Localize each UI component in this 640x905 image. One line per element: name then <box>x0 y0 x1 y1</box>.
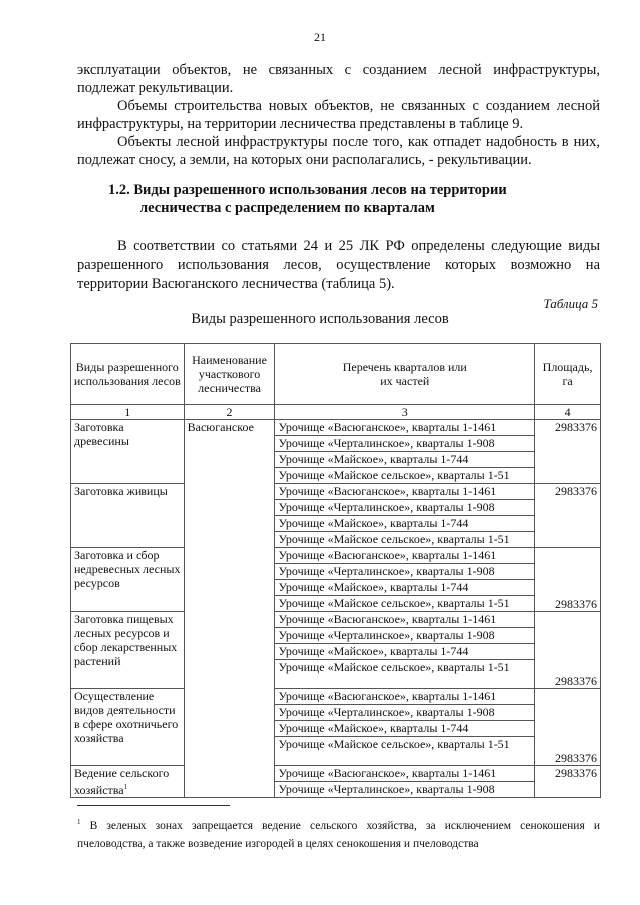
area-cell: 2983376 <box>535 766 601 798</box>
forestry-cell: Васюганское <box>184 420 275 798</box>
column-header: Площадь, га <box>535 344 601 405</box>
quarter-list-item: Урочище «Черталинское», кварталы 1-908 <box>275 436 535 452</box>
use-type-cell <box>71 484 185 548</box>
quarter-list-item: Урочище «Майское», кварталы 1-744 <box>275 644 535 660</box>
quarter-list-item: Урочище «Майское», кварталы 1-744 <box>275 452 535 468</box>
table-row <box>71 420 601 436</box>
heading-line: лесничества с распределением по кварталам <box>140 200 435 216</box>
table-row <box>71 484 601 500</box>
footnote-text: В зеленых зонах запрещается ведение сельского хозяйства, за исключением сенокошения и пчеловодства, а также возведение изгородей в целях сенокошения и пчеловодства <box>77 819 600 850</box>
footnote-mark: 1 <box>123 783 128 791</box>
use-type-cell <box>71 548 185 612</box>
use-type: Заготовка пищевых лесных ресурсов и сбор лекарственных растений <box>74 612 178 668</box>
forest-use-table <box>70 343 601 798</box>
column-number: 1 <box>71 405 185 420</box>
column-header: Виды разрешенного использования лесов <box>71 344 185 405</box>
quarter-list-item: Урочище «Майское сельское», кварталы 1-51 <box>275 596 535 612</box>
paragraph: эксплуатации объектов, не связанных с созданием лесной инфраструктуры, подлежат рекультивации. <box>77 62 600 96</box>
quarter-list-item: Урочище «Майское», кварталы 1-744 <box>275 516 535 532</box>
table-row <box>71 548 601 564</box>
paragraph: В соответствии со статьями 24 и 25 ЛК РФ определены следующие виды разрешенного использования лесов, осуществление которых возможно на территории Васюганского лесничества (таблица 5). <box>77 238 600 292</box>
use-type-cell <box>71 612 185 689</box>
quarter-list-item: Урочище «Майское сельское», кварталы 1-51 <box>275 737 535 766</box>
use-type-cell <box>71 766 185 798</box>
table-title: Виды разрешенного использования лесов <box>191 311 449 327</box>
use-type: Осуществление видов деятельности в сфере охотничьего хозяйства <box>74 689 179 745</box>
area-cell: 2983376 <box>535 689 601 766</box>
column-header: Перечень кварталов или их частей <box>275 344 535 405</box>
quarter-list-item: Урочище «Васюганское», кварталы 1-1461 <box>275 612 535 628</box>
use-type-cell <box>71 420 185 484</box>
table-row <box>71 689 601 705</box>
area-cell: 2983376 <box>535 484 601 548</box>
quarter-list-item: Урочище «Черталинское», кварталы 1-908 <box>275 564 535 580</box>
use-type-cell <box>71 689 185 766</box>
footnote <box>77 813 600 853</box>
quarter-list-item: Урочище «Васюганское», кварталы 1-1461 <box>275 689 535 705</box>
table-label: Таблица 5 <box>543 296 598 311</box>
use-type: Заготовка и сбор недревесных лесных ресурсов <box>74 548 181 590</box>
column-number: 3 <box>275 405 535 420</box>
quarter-list-item: Урочище «Васюганское», кварталы 1-1461 <box>275 484 535 500</box>
quarter-list-item: Урочище «Майское сельское», кварталы 1-51 <box>275 660 535 689</box>
table-row <box>71 612 601 628</box>
quarter-list-item: Урочище «Черталинское», кварталы 1-908 <box>275 705 535 721</box>
quarter-list-item: Урочище «Майское сельское», кварталы 1-51 <box>275 532 535 548</box>
area-cell: 2983376 <box>535 612 601 689</box>
use-type: Заготовка живицы <box>74 484 168 498</box>
area-cell: 2983376 <box>535 420 601 484</box>
use-type: Заготовка древесины <box>74 420 129 448</box>
quarter-list-item: Урочище «Черталинское», кварталы 1-908 <box>275 782 535 798</box>
paragraph: Объемы строительства новых объектов, не связанных с созданием лесной инфраструктуры, на территории лесничества представлены в таблице 9. <box>77 98 600 132</box>
quarter-list-item: Урочище «Васюганское», кварталы 1-1461 <box>275 766 535 782</box>
quarter-list-item: Урочище «Васюганское», кварталы 1-1461 <box>275 548 535 564</box>
table-header-row <box>71 344 601 405</box>
area-cell: 2983376 <box>535 548 601 612</box>
quarter-list-item: Урочище «Майское», кварталы 1-744 <box>275 580 535 596</box>
column-header: Наименование участкового лесничества <box>184 344 275 405</box>
use-type: Ведение сельского хозяйства <box>74 766 170 797</box>
quarter-list-item: Урочище «Черталинское», кварталы 1-908 <box>275 628 535 644</box>
section-heading <box>108 181 578 217</box>
paragraph: Объекты лесной инфраструктуры после того, как отпадет надобность в них, подлежат сносу, а земли, на которых они располагались, - рекультивации. <box>77 134 600 168</box>
column-number: 4 <box>535 405 601 420</box>
quarter-list-item: Урочище «Васюганское», кварталы 1-1461 <box>275 420 535 436</box>
heading-line: 1.2. Виды разрешенного использования лесов на территории <box>108 182 507 198</box>
quarter-list-item: Урочище «Черталинское», кварталы 1-908 <box>275 500 535 516</box>
column-number-row <box>71 405 601 420</box>
quarter-list-item: Урочище «Майское», кварталы 1-744 <box>275 721 535 737</box>
footnote-divider <box>77 805 230 806</box>
column-number: 2 <box>184 405 275 420</box>
quarter-list-item: Урочище «Майское сельское», кварталы 1-51 <box>275 468 535 484</box>
page-number: 21 <box>314 30 326 44</box>
table-row <box>71 766 601 782</box>
footnote-mark: 1 <box>77 818 81 826</box>
